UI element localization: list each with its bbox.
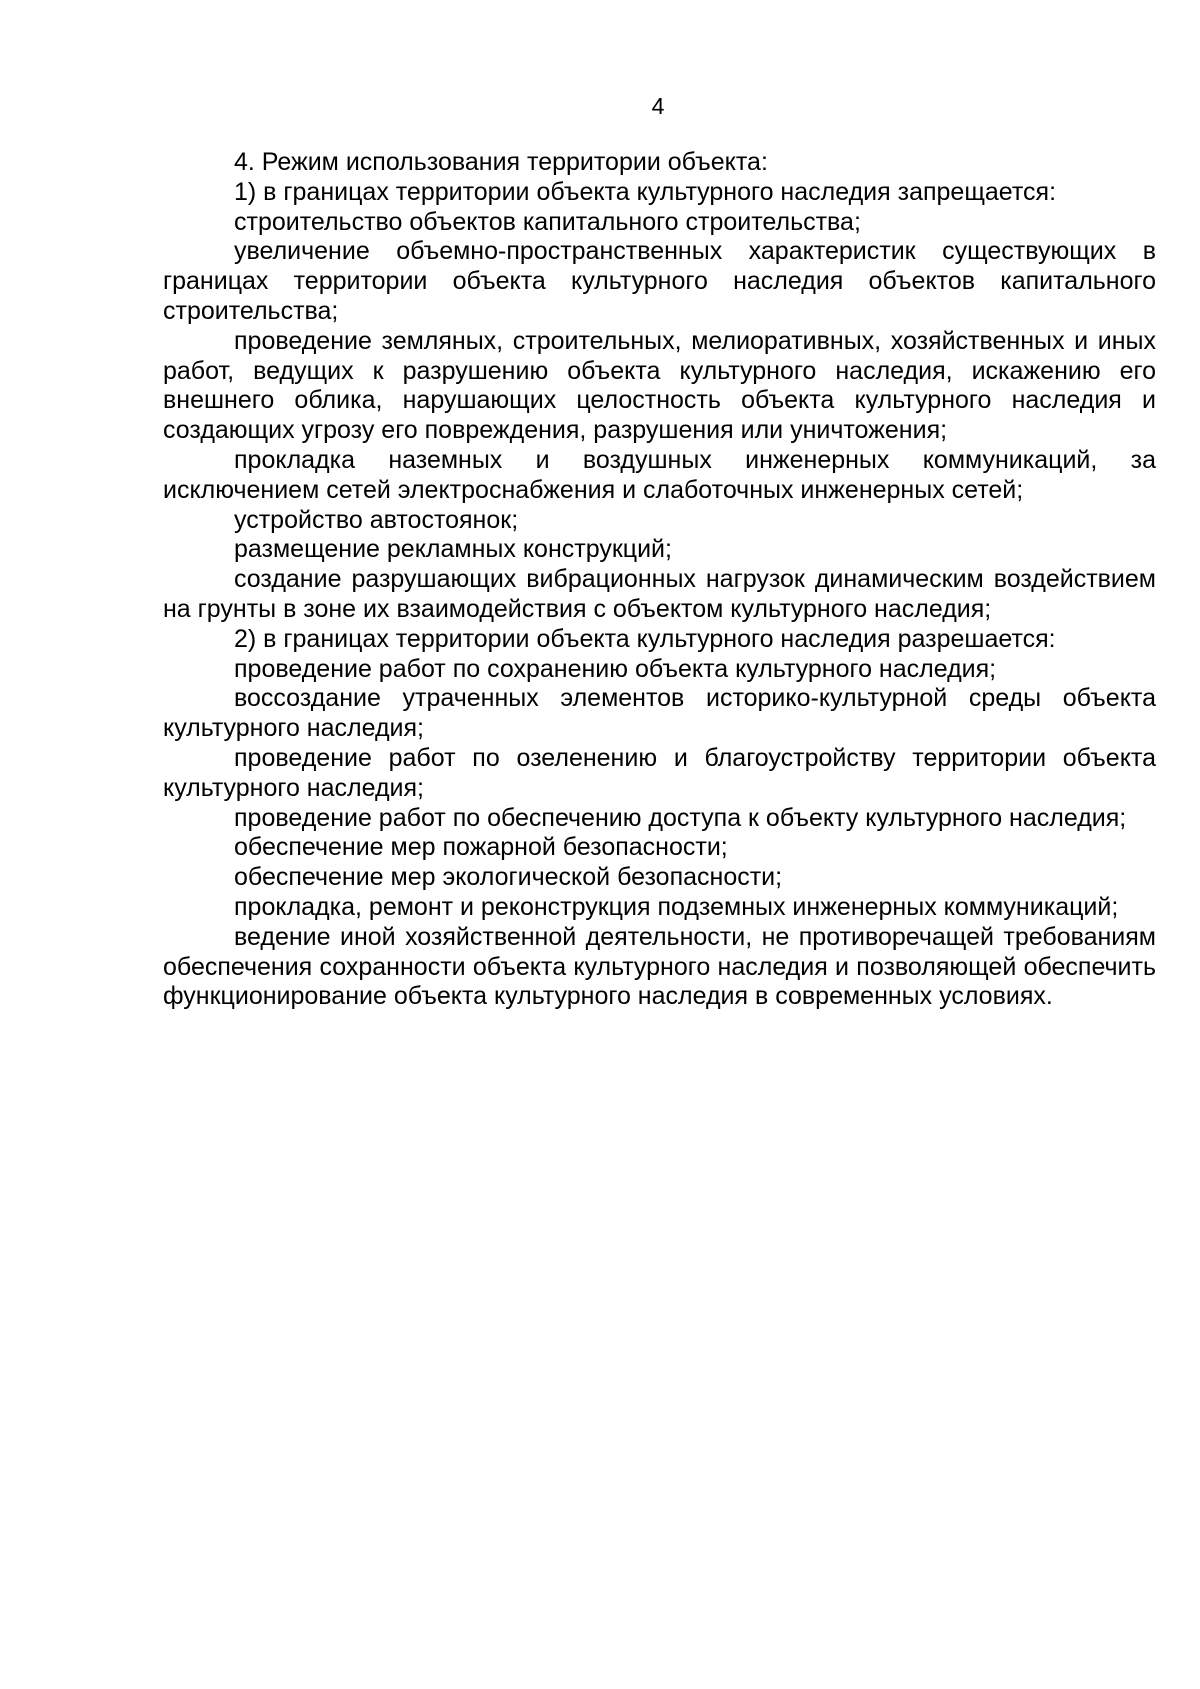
paragraph: прокладка наземных и воздушных инженерных коммуникаций, за исключением сетей электроснабжения и слаботочных инженерных сетей;: [163, 445, 1156, 504]
paragraph: проведение работ по озеленению и благоустройству территории объекта культурного наследия;: [163, 743, 1156, 802]
paragraph: проведение работ по сохранению объекта культурного наследия;: [234, 654, 997, 683]
document-body: [163, 148, 1156, 1012]
paragraph: проведение работ по обеспечению доступа к объекту культурного наследия;: [234, 803, 1127, 832]
paragraph: строительство объектов капитального строительства;: [234, 207, 861, 236]
paragraph: обеспечение мер пожарной безопасности;: [234, 833, 728, 862]
paragraph: проведение земляных, строительных, мелиоративных, хозяйственных и иных работ, ведущих к разрушению объекта культурного наследия, искажению его внешнего облика, нарушающих целостность объекта культурного наследия и создающих угрозу его повреждения, разрушения или уничтожения;: [163, 326, 1156, 445]
paragraph: воссоздание утраченных элементов историко-культурной среды объекта культурного наследия;: [163, 684, 1156, 743]
paragraph: обеспечение мер экологической безопасности;: [234, 863, 783, 892]
paragraph: прокладка, ремонт и реконструкция подземных инженерных коммуникаций;: [234, 892, 1119, 921]
paragraph: 2) в границах территории объекта культурного наследия разрешается:: [234, 624, 1056, 653]
paragraph: 4. Режим использования территории объекта:: [234, 148, 768, 176]
paragraph: создание разрушающих вибрационных нагрузок динамическим воздействием на грунты в зоне их взаимодействия с объектом культурного наследия;: [163, 565, 1156, 623]
paragraph: 1) в границах территории объекта культурного наследия запрещается:: [234, 177, 1057, 206]
paragraph: размещение рекламных конструкций;: [234, 535, 672, 564]
paragraph: увеличение объемно-пространственных характеристик существующих в границах территории объекта культурного наследия объектов капитального строительства;: [163, 237, 1156, 325]
page-number: 4: [651, 93, 665, 119]
paragraph: ведение иной хозяйственной деятельности, не противоречащей требованиям обеспечения сохранности объекта культурного наследия и позволяющей обеспечить функционирование объекта культурного наследия в современных условиях.: [163, 922, 1156, 1011]
paragraph: устройство автостоянок;: [234, 505, 519, 534]
